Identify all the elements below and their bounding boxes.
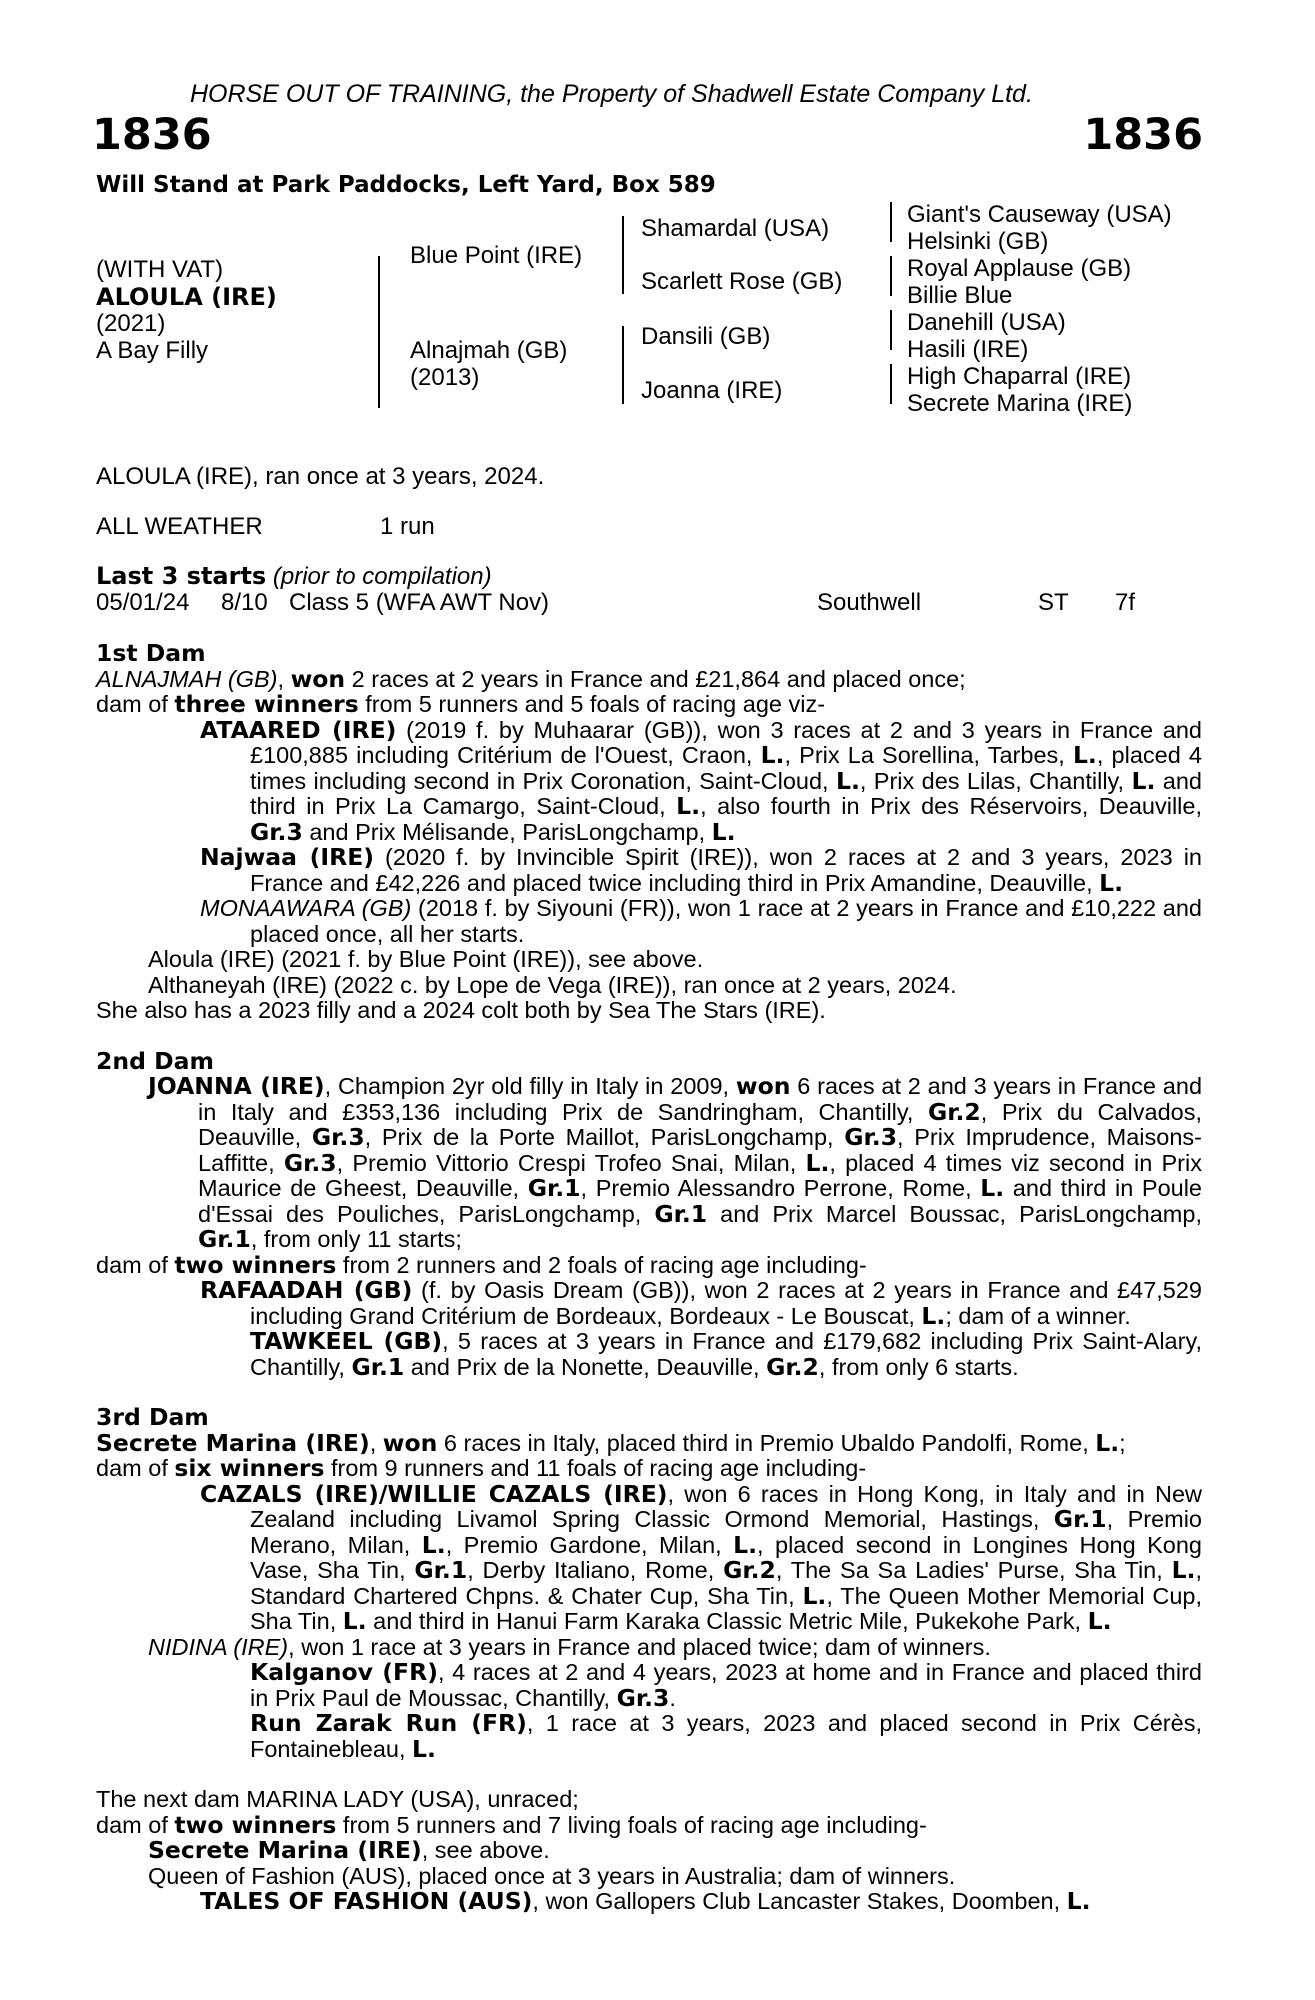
next-dam-record: The next dam MARINA LADY (USA), unraced;	[96, 1786, 579, 1812]
surface-label: ALL WEATHER	[96, 513, 263, 540]
produce-aloula: Aloula (IRE) (2021 f. by Blue Point (IRE)), see above.	[148, 946, 704, 972]
start-date: 05/01/24	[96, 589, 190, 616]
produce-secrete-marina: Secrete Marina (IRE), see above.	[148, 1836, 550, 1864]
pedigree-brace-sire	[622, 216, 624, 294]
family-text	[96, 641, 1202, 1915]
vat-note: (WITH VAT)	[96, 256, 224, 283]
pedigree-g3: Royal Applause (GB)	[907, 255, 1132, 282]
start-going: ST	[1038, 589, 1069, 616]
race-summary: ALOULA (IRE), ran once at 3 years, 2024.	[96, 463, 545, 490]
horse-description: A Bay Filly	[96, 337, 209, 364]
produce-nidina: NIDINA (IRE), won 1 race at 3 years in France and placed twice; dam of winners.	[148, 1633, 991, 1660]
pedigree-brace-dam	[622, 326, 624, 404]
second-dam-heading: 2nd Dam	[96, 1046, 214, 1075]
pedigree-dam: Alnajmah (GB)	[410, 337, 568, 364]
pedigree-brace-main	[378, 256, 380, 408]
start-course: Southwell	[817, 589, 922, 616]
last-starts-note: (prior to compilation)	[272, 563, 492, 590]
pedigree-g3: Hasili (IRE)	[907, 336, 1029, 363]
surface-runs: 1 run	[380, 513, 435, 540]
pedigree-g3: Danehill (USA)	[907, 309, 1066, 336]
pedigree-dam-year: (2013)	[410, 364, 480, 391]
pedigree-brace-g3-1	[890, 202, 892, 242]
start-distance: 7f	[1115, 589, 1136, 616]
last-starts-heading	[96, 563, 492, 590]
produce-run-zarak-run: Run Zarak Run (FR), 1 race at 3 years, 2023 and placed second in Prix Cérès, Fontainebleau, L.	[250, 1709, 1202, 1763]
produce-tales-of-fashion: TALES OF FASHION (AUS), won Gallopers Club Lancaster Stakes, Doomben, L.	[200, 1887, 1091, 1915]
produce-rafaadah: RAFAADAH (GB) (f. by Oasis Dream (GB)), won 2 races at 2 years in France and £47,529 including Grand Critérium de Bordeaux, Bordeaux - Le Bouscat, L.; dam of a winner.	[200, 1276, 1202, 1330]
first-dam-note: She also has a 2023 filly and a 2024 colt both by Sea The Stars (IRE).	[96, 997, 826, 1023]
stabling-location: Will Stand at Park Paddocks, Left Yard, Box 589	[96, 172, 716, 198]
pedigree-sire-dam: Scarlett Rose (GB)	[641, 268, 843, 295]
pedigree-g3: Helsinki (GB)	[907, 228, 1049, 255]
produce-kalganov: Kalganov (FR), 4 races at 2 and 4 years, 2023 at home and in France and placed third in Prix Paul de Moussac, Chantilly, Gr.3.	[250, 1658, 1202, 1712]
produce-cazals: CAZALS (IRE)/WILLIE CAZALS (IRE), won 6 races in Hong Kong, in Italy and in New Zealand including Livamol Spring Classic Ormond Memorial, Hastings, Gr.1, Premio Merano, Milan, L., Premio Gardone, Milan, L., placed second in Longines Hong Kong Vase, Sha Tin, Gr.1, Derby Italiano, Rome, Gr.2, The Sa Sa Ladies' Purse, Sha Tin, L., Standard Chartered Chpns. & Chater Cup, Sha Tin, L., The Queen Mother Memorial Cup, Sha Tin, L. and third in Hanui Farm Karaka Classic Metric Mile, Pukekohe Park, L.	[200, 1479, 1203, 1635]
pedigree-dam-sire: Dansili (GB)	[641, 323, 771, 350]
pedigree-sire-sire: Shamardal (USA)	[641, 215, 830, 242]
next-dam-produce-summary: dam of two winners from 5 runners and 7 living foals of racing age including-	[96, 1810, 927, 1839]
produce-najwaa: Najwaa (IRE) (2020 f. by Invincible Spirit (IRE)), won 2 races at 2 and 3 years, 2023 in France and £42,226 and placed twice including third in Prix Amandine, Deauville, L.	[200, 843, 1203, 897]
produce-monaawara: MONAAWARA (GB) (2018 f. by Siyouni (FR)), won 1 race at 2 years in France and £10,222 and placed once, all her starts.	[200, 895, 1202, 947]
produce-queen-of-fashion: Queen of Fashion (AUS), placed once at 3 years in Australia; dam of winners.	[148, 1862, 956, 1889]
pedigree-brace-g3-4	[890, 364, 892, 404]
pedigree-brace-g3-2	[890, 256, 892, 296]
third-dam-record: Secrete Marina (IRE), won 6 races in Italy, placed third in Premio Ubaldo Pandolfi, Rome, L.;	[96, 1428, 1126, 1457]
first-dam-record: ALNAJMAH (GB), won 2 races at 2 years in France and £21,864 and placed once;	[96, 664, 966, 693]
horse-name: ALOULA (IRE)	[96, 283, 277, 311]
second-dam-produce-summary: dam of two winners from 2 runners and 2 foals of racing age including-	[96, 1250, 867, 1279]
first-dam-produce-summary: dam of three winners from 5 runners and 5 foals of racing age viz-	[96, 690, 826, 718]
third-dam-produce-summary: dam of six winners from 9 runners and 11 foals of racing age including-	[96, 1454, 867, 1482]
pedigree-g3: Giant's Causeway (USA)	[907, 201, 1172, 228]
pedigree-dam-dam: Joanna (IRE)	[641, 377, 783, 404]
pedigree-g3: Secrete Marina (IRE)	[907, 390, 1133, 417]
lot-number-right: 1836	[1083, 110, 1203, 160]
start-race: Class 5 (WFA AWT Nov)	[289, 589, 550, 616]
produce-tawkeel: TAWKEEL (GB), 5 races at 3 years in France and £179,682 including Prix Saint-Alary, Chantilly, Gr.1 and Prix de la Nonette, Deauville, Gr.2, from only 6 starts.	[250, 1327, 1202, 1381]
pedigree-brace-g3-3	[890, 310, 892, 350]
produce-ataared: ATAARED (IRE) (2019 f. by Muhaarar (GB)), won 3 races at 2 and 3 years in France and £100,885 including Critérium de l'Ouest, Craon, L., Prix La Sorellina, Tarbes, L., placed 4 times including second in Prix Coronation, Saint-Cloud, L., Prix des Lilas, Chantilly, L. and third in Prix La Camargo, Saint-Cloud, L., also fourth in Prix des Réservoirs, Deauville, Gr.3 and Prix Mélisande, ParisLongchamp, L.	[200, 715, 1203, 846]
second-dam-record: JOANNA (IRE), Champion 2yr old filly in Italy in 2009, won 6 races at 2 and 3 years in France and in Italy and £353,136 including Prix de Sandringham, Chantilly, Gr.2, Prix du Calvados, Deauville, Gr.3, Prix de la Porte Maillot, ParisLongchamp, Gr.3, Prix Imprudence, Maisons-Laffitte, Gr.3, Premio Vittorio Crespi Trofeo Snai, Milan, L., placed 4 times viz second in Prix Maurice de Gheest, Deauville, Gr.1, Premio Alessandro Perrone, Rome, L. and third in Poule d'Essai des Pouliches, ParisLongchamp, Gr.1 and Prix Marcel Boussac, ParisLongchamp, Gr.1, from only 11 starts;	[148, 1072, 1203, 1253]
page-title: HORSE OUT OF TRAINING, the Property of Shadwell Estate Company Ltd.	[190, 80, 1033, 108]
lot-number-left: 1836	[92, 110, 212, 160]
third-dam-heading: 3rd Dam	[96, 1403, 209, 1431]
pedigree-g3: Billie Blue	[907, 282, 1013, 309]
produce-althaneyah: Althaneyah (IRE) (2022 c. by Lope de Vega (IRE)), ran once at 2 years, 2024.	[148, 971, 957, 998]
first-dam-heading: 1st Dam	[96, 639, 206, 667]
start-position: 8/10	[221, 589, 268, 616]
last-starts-title: Last 3 starts	[96, 562, 267, 590]
pedigree-g3: High Chaparral (IRE)	[907, 363, 1132, 390]
horse-year: (2021)	[96, 310, 166, 337]
pedigree-sire: Blue Point (IRE)	[410, 242, 583, 269]
